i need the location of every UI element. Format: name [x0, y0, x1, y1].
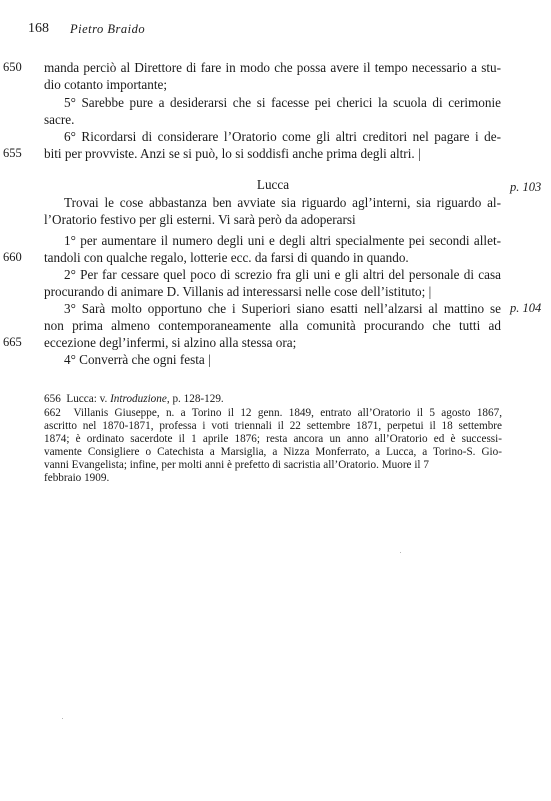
text-line: sacre. — [44, 112, 75, 127]
footnote-662-line: ascritto nel 1870-1871, professa i voti triennali il 22 settembre 1871, perpetui il 18 settembre — [44, 420, 502, 432]
footnote-662-line: vanni Evangelista; infine, per molti anni è prefetto di sacristia all’Oratorio. Muore il 7 — [44, 459, 429, 471]
footnote-text: Villanis Giuseppe, n. a Torino il 12 genn. 1849, entrato all’Oratorio il 5 agosto 1867, — [73, 407, 503, 419]
margin-page-ref: p. 103 — [510, 180, 542, 194]
text-line: tandoli con qualche regalo, lotterie ecc. da farsi di quando in quando. — [44, 250, 409, 265]
text-line: 4° Converrà che ogni festa | — [64, 352, 211, 367]
text-line: biti per provviste. Anzi se si può, lo si soddisfi anche prima degli altri. | — [44, 146, 421, 161]
text-line: 5° Sarebbe pure a desiderarsi che si facesse pei cherici la scuola di cerimonie — [64, 95, 501, 110]
footnote-italic-ref: Introduzione — [110, 393, 167, 405]
footnote-662-line: febbraio 1909. — [44, 472, 110, 484]
text-line: 1° per aumentare il numero degli uni e degli altri specialmente pei secondi allet- — [64, 233, 501, 248]
line-number: 655 — [3, 146, 22, 160]
footnote-text: Lucca: v. — [66, 393, 111, 405]
footnote-662-line: vamente Consigliere o Catechista a Marsiglia, a Nizza Monferrato, a Lucca, a Torino-S. Gio- — [44, 446, 502, 458]
footnote-662-line — [44, 407, 502, 420]
margin-page-ref: p. 104 — [510, 301, 542, 315]
page-number: 168 — [28, 21, 49, 36]
text-line: procurando di animare D. Villanis ad interessarsi nelle cose dell’istituto; | — [44, 284, 432, 299]
footnote-number: 656 — [44, 393, 61, 405]
footnote-number: 662 — [44, 407, 61, 419]
text-line: dio cotanto importante; — [44, 77, 168, 92]
footnote-662-line: 1874; è ordinato sacerdote il 1 aprile 1876; resta ancora un anno all’Oratorio ed è successi- — [44, 433, 502, 445]
footnote-656 — [44, 393, 502, 406]
line-number: 650 — [3, 60, 22, 74]
footnote-text: , p. 128-129. — [166, 393, 224, 405]
text-line: manda perciò al Direttore di fare in modo che possa avere il tempo necessario a stu- — [44, 60, 501, 75]
scan-speck — [62, 718, 63, 719]
text-line: 2° Per far cessare quel poco di screzio fra gli uni e gli altri del personale di casa — [64, 267, 501, 282]
line-number: 660 — [3, 250, 22, 264]
text-line: eccezione degl’infermi, si alzino alla stessa ora; — [44, 335, 297, 350]
text-line: l’Oratorio festivo per gli esterni. Vi sarà però da adoperarsi — [44, 212, 356, 227]
scan-speck — [400, 552, 401, 553]
section-heading: Lucca — [256, 177, 290, 192]
running-head-author: Pietro Braido — [70, 22, 146, 36]
text-line: 6° Ricordarsi di considerare l’Oratorio come gli altri creditori nel pagare i de- — [64, 129, 501, 144]
text-line: Trovai le cose abbastanza ben avviate sia riguardo agl’interni, sia riguardo al- — [64, 195, 501, 210]
line-number: 665 — [3, 335, 22, 349]
text-line: non prima almeno contemporaneamente alla comunità procurando che tutti ad — [44, 318, 501, 333]
text-line: 3° Sarà molto opportuno che i Superiori siano esatti nell’alzarsi al mattino se — [64, 301, 501, 316]
